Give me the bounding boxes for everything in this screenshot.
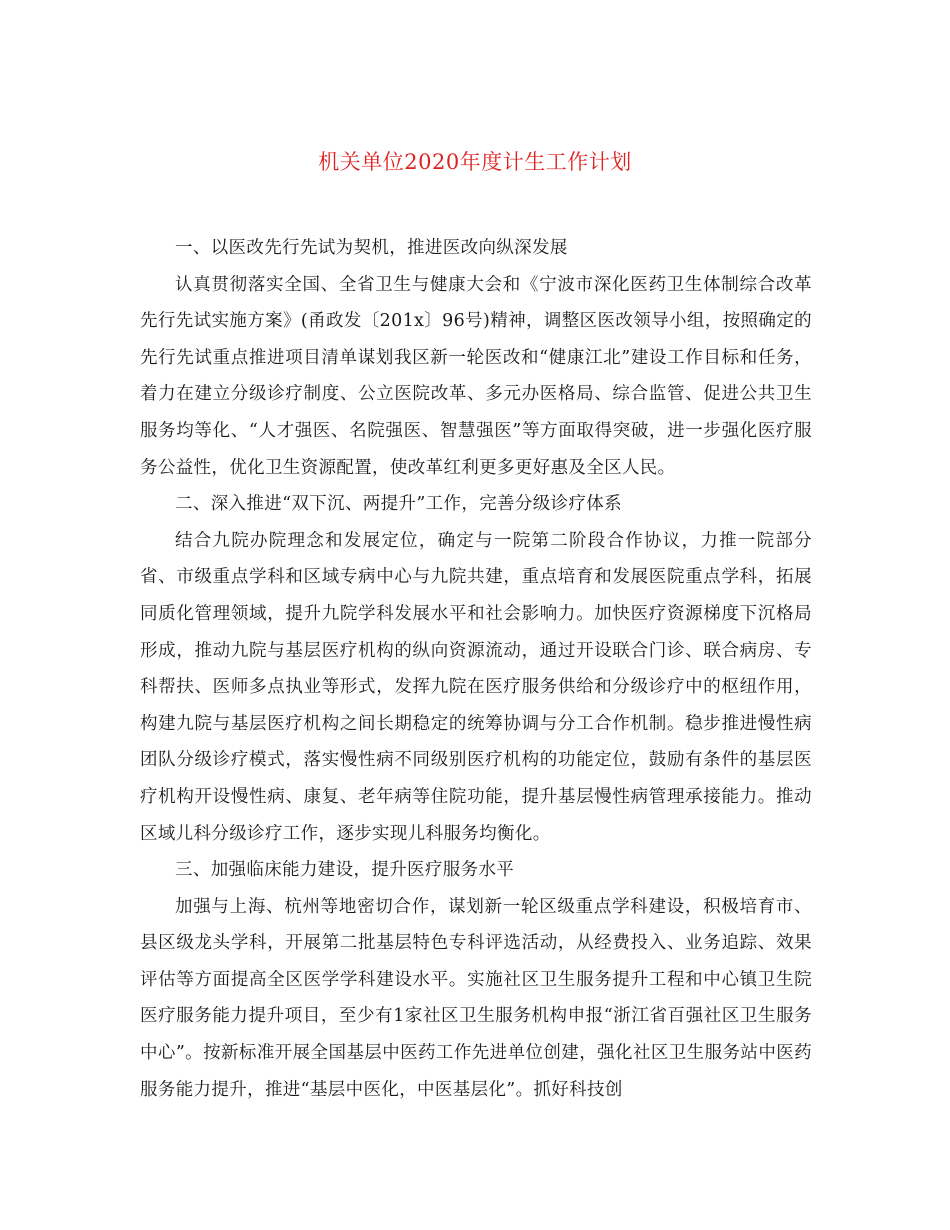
section-heading-1: 一、以医改先行先试为契机，推进医改向纵深发展 bbox=[175, 238, 568, 258]
document-body bbox=[140, 230, 812, 1108]
section-body-1: 认真贯彻落实全国、全省卫生与健康大会和《宁波市深化医药卫生体制综合改革先行先试实施方案》(甬政发〔201x〕96号)精神，调整区医改领导小组，按照确定的先行先试重点推进项目清单谋划我区新一轮医改和“健康江北”建设工作目标和任务，着力在建立分级诊疗制度、公立医院改革、多元办医格局、综合监管、促进公共卫生服务均等化、“人才强医、名院强医、智慧强医”等方面取得突破，进一步强化医疗服务公益性，优化卫生资源配置，使改革红利更多更好惠及全区人民。 bbox=[140, 274, 812, 478]
section-heading-2: 二、深入推进“双下沉、两提升”工作，完善分级诊疗体系 bbox=[175, 494, 622, 515]
section-body-3: 加强与上海、杭州等地密切合作，谋划新一轮区级重点学科建设，积极培育市、县区级龙头学科，开展第二批基层特色专科评选活动，从经费投入、业务追踪、效果评估等方面提高全区医学学科建设水平。实施社区卫生服务提升工程和中心镇卫生院医疗服务能力提升项目，至少有1家社区卫生服务机构申报“浙江省百强社区卫生服务中心”。按新标准开展全国基层中医药工作先进单位创建，强化社区卫生服务站中医药服务能力提升，推进“基层中医化，中医基层化”。抓好科技创 bbox=[140, 896, 812, 1100]
document-title: 机关单位2020年度计生工作计划 bbox=[318, 150, 632, 174]
section-heading-3: 三、加强临床能力建设，提升医疗服务水平 bbox=[175, 860, 515, 881]
section-body-2: 结合九院办院理念和发展定位，确定与一院第二阶段合作协议，力推一院部分省、市级重点学科和区域专病中心与九院共建，重点培育和发展医院重点学科，拓展同质化管理领域，提升九院学科发展水平和社会影响力。加快医疗资源梯度下沉格局形成，推动九院与基层医疗机构的纵向资源流动，通过开设联合门诊、联合病房、专科帮扶、医师多点执业等形式，发挥九院在医疗服务供给和分级诊疗中的枢纽作用，构建九院与基层医疗机构之间长期稳定的统筹协调与分工合作机制。稳步推进慢性病团队分级诊疗模式，落实慢性病不同级别医疗机构的功能定位，鼓励有条件的基层医疗机构开设慢性病、康复、老年病等住院功能，提升基层慢性病管理承接能力。推动区域儿科分级诊疗工作，逐步实现儿科服务均衡化。 bbox=[140, 530, 812, 844]
